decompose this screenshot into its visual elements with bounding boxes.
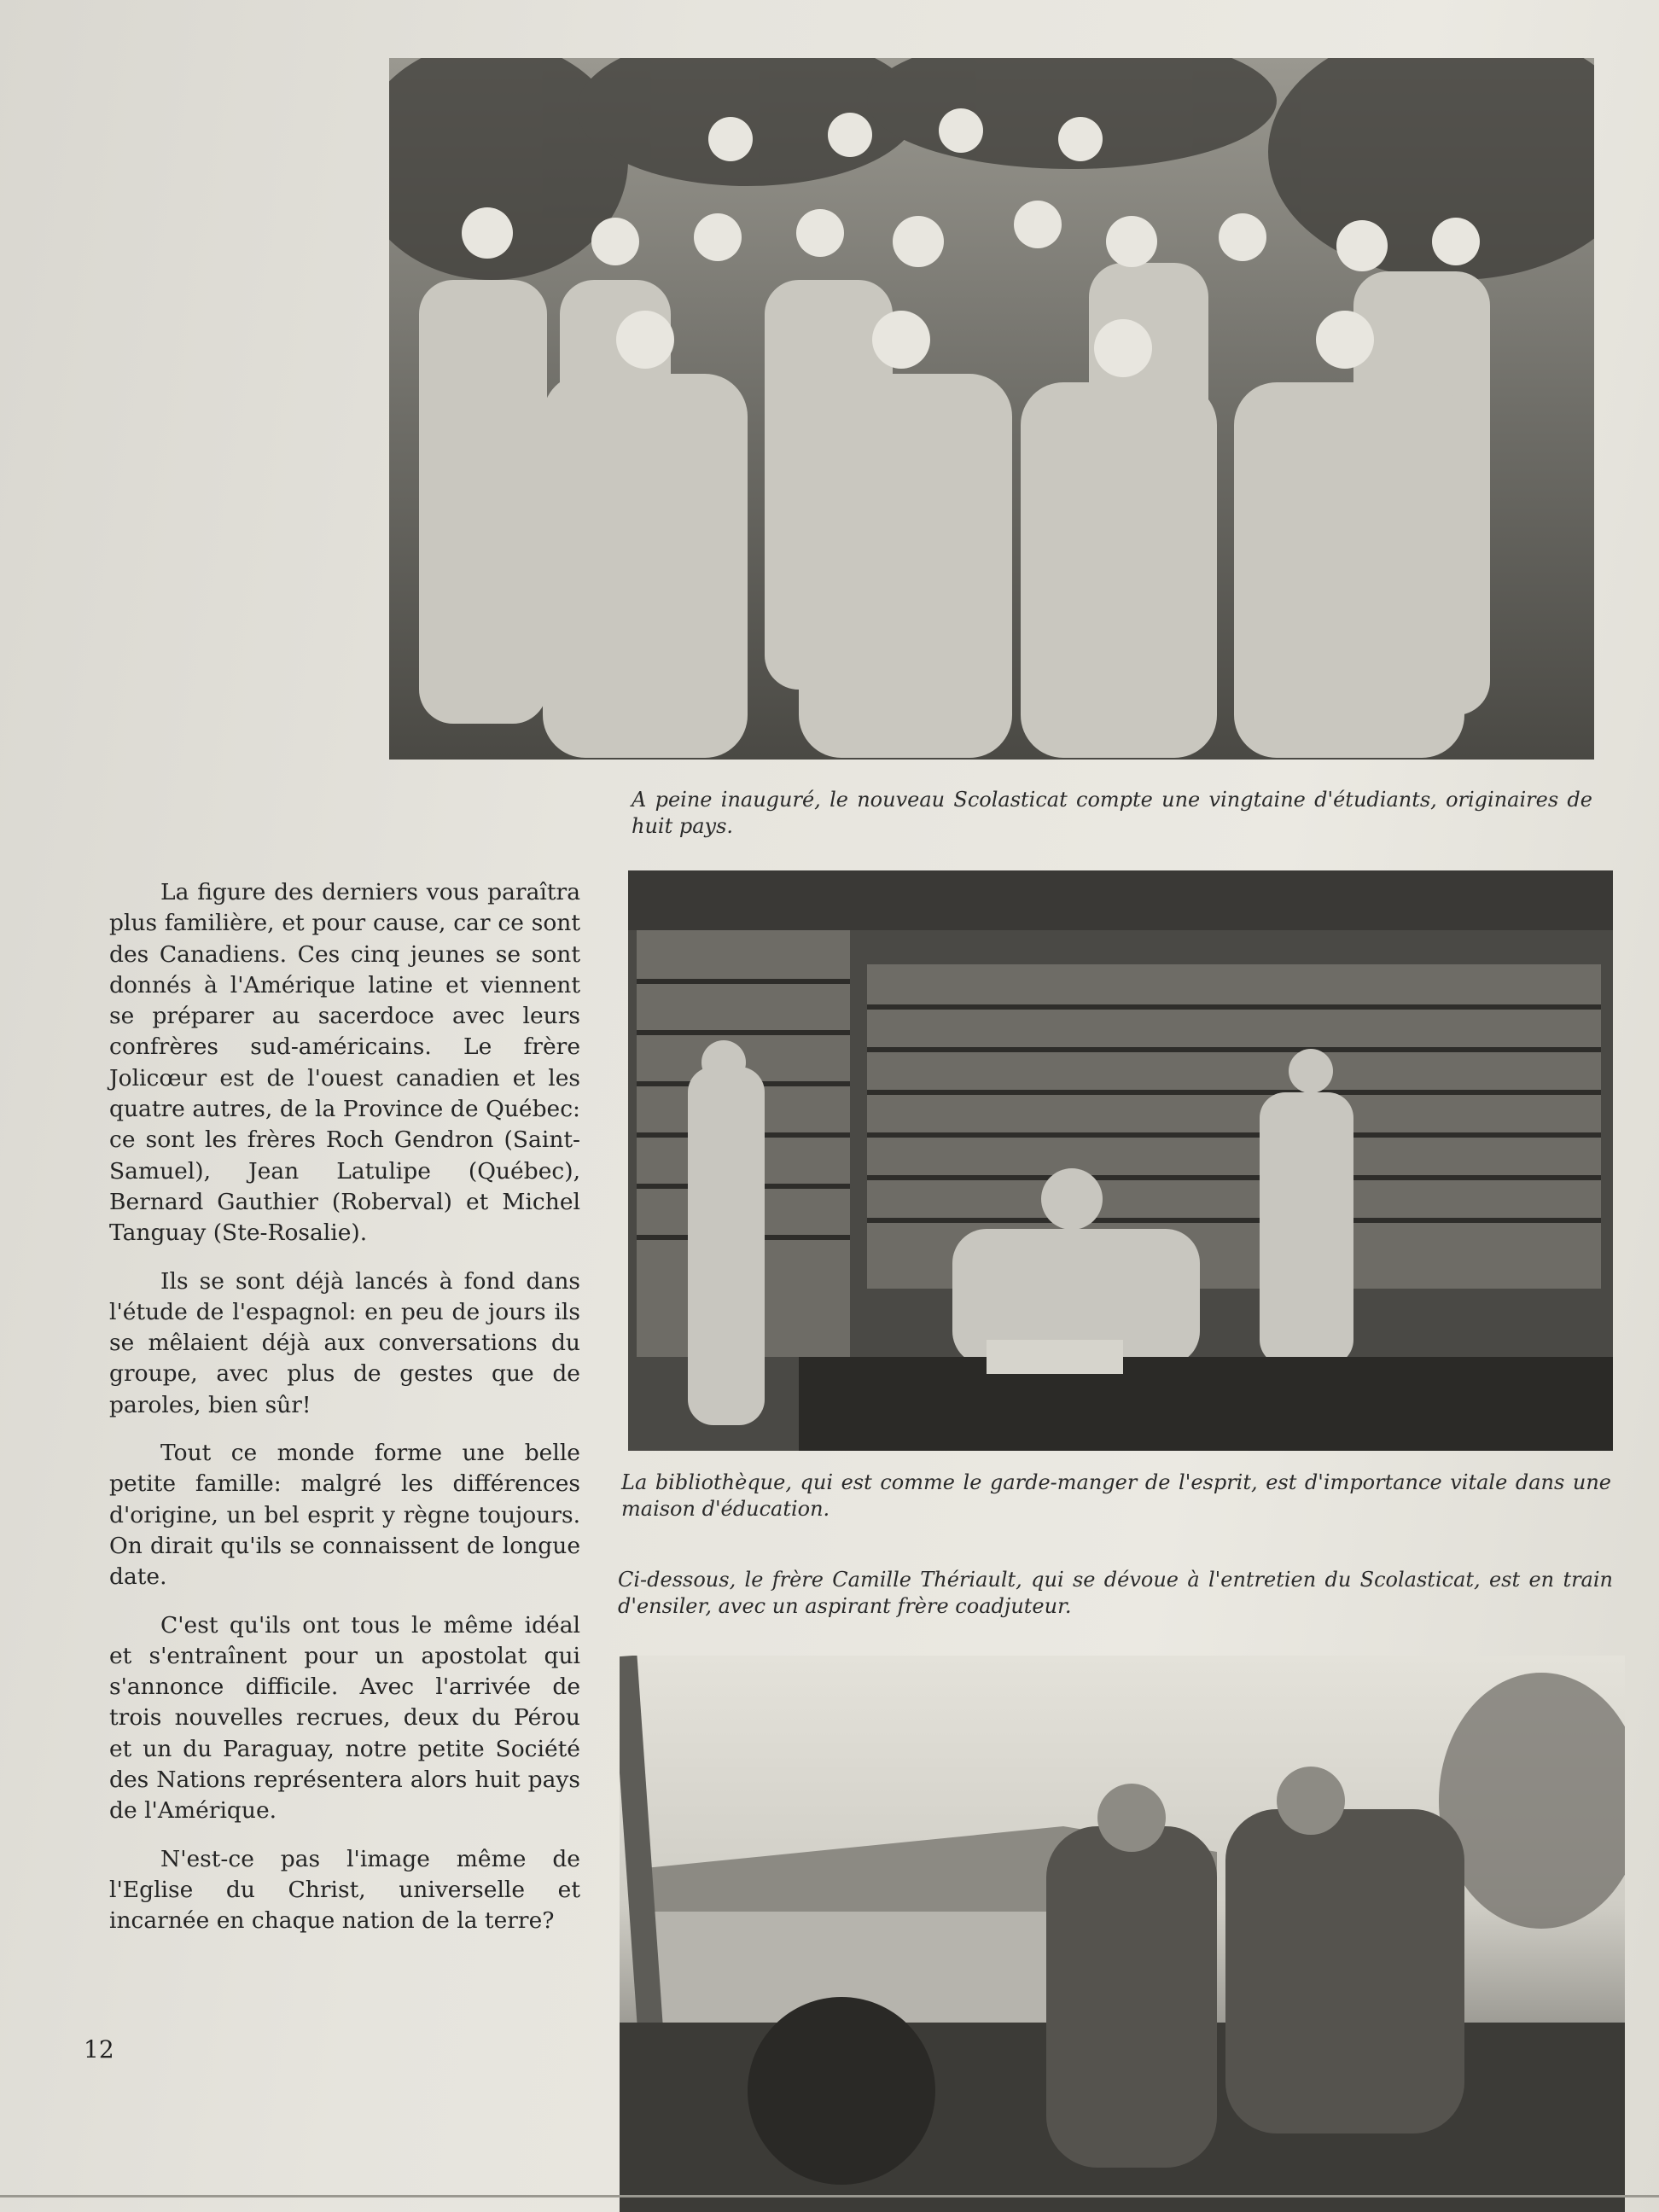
article-paragraph: La figure des derniers vous paraîtra plus familière, et pour cause, car ce sont des Canadiens. Ces cinq jeunes se sont donnés à l'Amérique latine et viennent se préparer au sacerdoce avec leurs confrères sud-américains. Le frère Jolicœur est de l'ouest canadien et les quatre autres, de la Province de Québec: ce sont les frères Roch Gendron (Saint-Samuel), Jean Latulipe (Québec), Bernard Gauthier (Roberval) et Michel Tanguay (Ste-Rosalie).: [109, 879, 580, 1247]
library-photo-image: [628, 870, 1613, 1451]
article-paragraph: C'est qu'ils ont tous le même idéal et s'entraînent pour un apostolat qui s'annonce difficile. Avec l'arrivée de trois nouvelles recrues, deux du Pérou et un du Paraguay, notre petite Société des Nations représentera alors huit pays de l'Amérique.: [109, 1611, 580, 1825]
article-paragraph: Ils se sont déjà lancés à fond dans l'étude de l'espagnol: en peu de jours ils se mêlaient déjà aux conversations du groupe, avec plus de gestes que de paroles, bien sûr!: [109, 1267, 580, 1418]
farm-photo-caption: Ci-dessous, le frère Camille Thériault, qui se dévoue à l'entretien du Scolasticat, est en train d'ensiler, avec un aspirant frère coadjuteur.: [618, 1568, 1613, 1618]
library-photo: [628, 870, 1613, 1451]
group-photo-caption: A peine inauguré, le nouveau Scolasticat compte une vingtaine d'étudiants, originaires de huit pays.: [632, 788, 1592, 838]
farm-photo-image: [620, 1656, 1625, 2212]
farm-photo: [620, 1656, 1625, 2212]
page-bottom-rule: [0, 2195, 1659, 2197]
article-body: [109, 877, 580, 1954]
group-photo-image: [389, 58, 1594, 760]
page-number: 12: [84, 2035, 114, 2064]
article-paragraph: Tout ce monde forme une belle petite famille: malgré les différences d'origine, un bel esprit y règne toujours. On dirait qu'ils se connaissent de longue date.: [109, 1440, 580, 1591]
group-photo: [389, 58, 1594, 760]
article-paragraph: N'est-ce pas l'image même de l'Eglise du Christ, universelle et incarnée en chaque nation de la terre?: [109, 1845, 580, 1935]
library-photo-caption: La bibliothèque, qui est comme le garde-manger de l'esprit, est d'importance vitale dans une maison d'éducation.: [621, 1470, 1611, 1521]
